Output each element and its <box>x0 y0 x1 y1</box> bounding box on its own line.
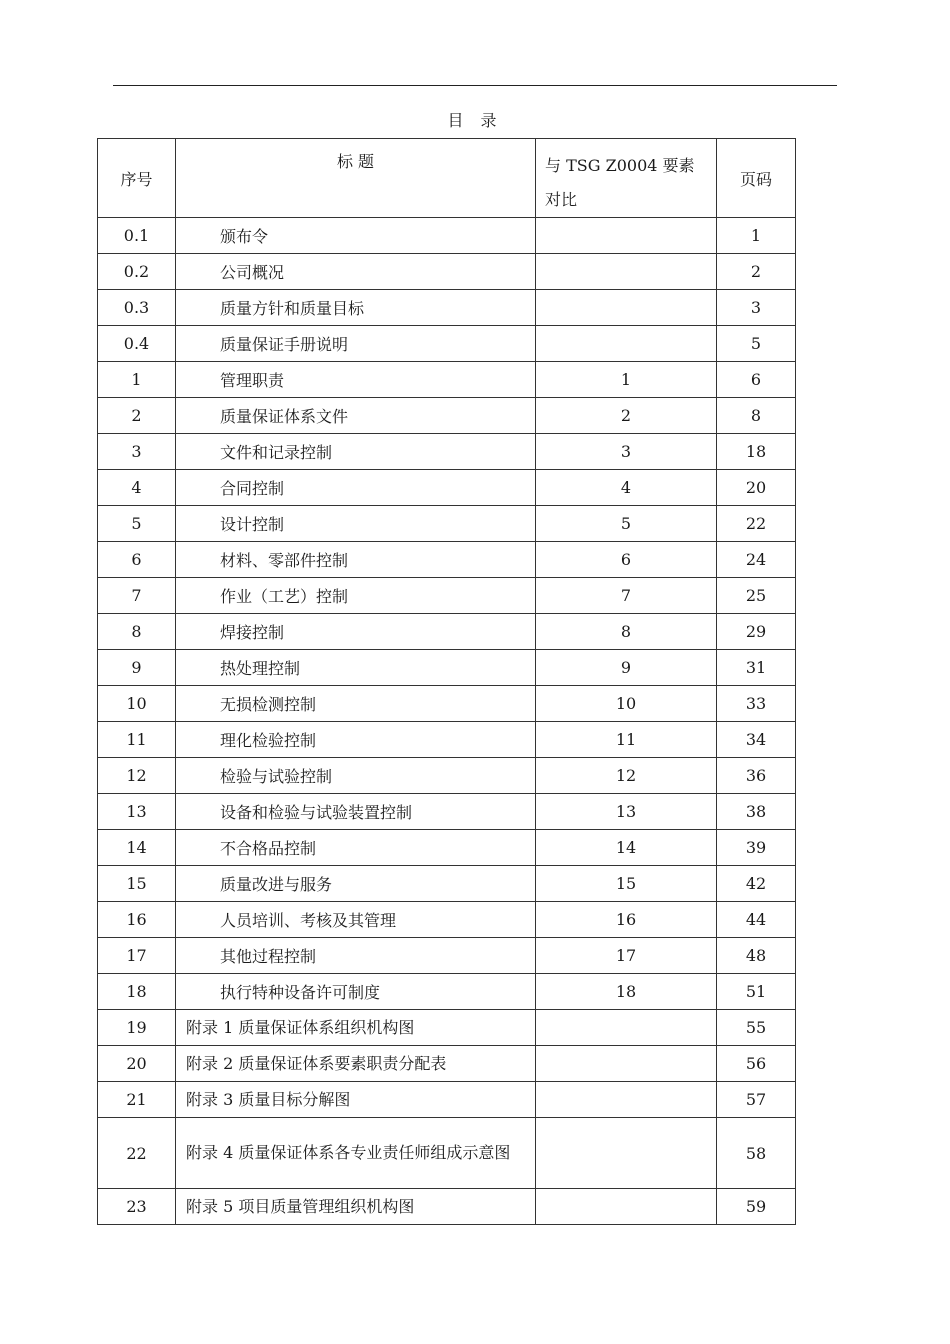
row-page: 51 <box>717 974 796 1010</box>
row-seq: 7 <box>98 578 176 614</box>
row-seq: 12 <box>98 758 176 794</box>
row-ref <box>536 1010 717 1046</box>
table-row[interactable] <box>98 290 796 326</box>
table-row[interactable] <box>98 758 796 794</box>
table-row[interactable] <box>98 938 796 974</box>
row-ref: 8 <box>536 614 717 650</box>
row-seq: 10 <box>98 686 176 722</box>
row-title: 设计控制 <box>176 506 536 542</box>
table-row[interactable] <box>98 974 796 1010</box>
row-ref: 17 <box>536 938 717 974</box>
row-seq: 0.1 <box>98 218 176 254</box>
row-ref: 2 <box>536 398 717 434</box>
row-title: 质量改进与服务 <box>176 866 536 902</box>
row-title: 管理职责 <box>176 362 536 398</box>
table-row[interactable] <box>98 470 796 506</box>
row-ref: 18 <box>536 974 717 1010</box>
row-title: 附录 4 质量保证体系各专业责任师组成示意图 <box>176 1118 536 1189</box>
row-seq: 22 <box>98 1118 176 1189</box>
table-row[interactable] <box>98 542 796 578</box>
table-row[interactable] <box>98 614 796 650</box>
row-page: 20 <box>717 470 796 506</box>
row-title: 颁布令 <box>176 218 536 254</box>
row-title: 附录 3 质量目标分解图 <box>176 1082 536 1118</box>
row-seq: 8 <box>98 614 176 650</box>
row-title: 理化检验控制 <box>176 722 536 758</box>
table-row[interactable] <box>98 254 796 290</box>
row-ref <box>536 290 717 326</box>
row-title: 材料、零部件控制 <box>176 542 536 578</box>
row-ref: 1 <box>536 362 717 398</box>
row-page: 42 <box>717 866 796 902</box>
row-title: 热处理控制 <box>176 650 536 686</box>
row-seq: 17 <box>98 938 176 974</box>
row-seq: 11 <box>98 722 176 758</box>
row-page: 1 <box>717 218 796 254</box>
row-ref <box>536 326 717 362</box>
row-seq: 23 <box>98 1189 176 1225</box>
table-row[interactable] <box>98 650 796 686</box>
row-page: 24 <box>717 542 796 578</box>
row-seq: 13 <box>98 794 176 830</box>
table-row[interactable] <box>98 1082 796 1118</box>
row-seq: 5 <box>98 506 176 542</box>
toc-header-row <box>98 139 796 218</box>
table-row[interactable] <box>98 794 796 830</box>
row-title: 文件和记录控制 <box>176 434 536 470</box>
row-ref <box>536 1082 717 1118</box>
row-title: 其他过程控制 <box>176 938 536 974</box>
row-seq: 0.4 <box>98 326 176 362</box>
row-page: 56 <box>717 1046 796 1082</box>
row-title: 不合格品控制 <box>176 830 536 866</box>
table-row[interactable] <box>98 686 796 722</box>
row-page: 59 <box>717 1189 796 1225</box>
row-page: 29 <box>717 614 796 650</box>
row-title: 无损检测控制 <box>176 686 536 722</box>
table-row[interactable] <box>98 506 796 542</box>
row-ref <box>536 218 717 254</box>
row-ref: 9 <box>536 650 717 686</box>
row-title: 质量保证体系文件 <box>176 398 536 434</box>
row-page: 57 <box>717 1082 796 1118</box>
row-seq: 21 <box>98 1082 176 1118</box>
row-ref <box>536 1046 717 1082</box>
header-title: 标 题 <box>176 139 536 218</box>
row-ref: 10 <box>536 686 717 722</box>
table-row[interactable] <box>98 434 796 470</box>
row-ref: 7 <box>536 578 717 614</box>
table-row[interactable] <box>98 1010 796 1046</box>
row-page: 8 <box>717 398 796 434</box>
row-ref: 14 <box>536 830 717 866</box>
row-title: 质量保证手册说明 <box>176 326 536 362</box>
row-seq: 0.2 <box>98 254 176 290</box>
table-row[interactable] <box>98 1118 796 1189</box>
row-ref: 13 <box>536 794 717 830</box>
row-ref: 12 <box>536 758 717 794</box>
toc-table <box>97 138 796 1225</box>
toc-body <box>98 218 796 1225</box>
table-row[interactable] <box>98 218 796 254</box>
row-seq: 14 <box>98 830 176 866</box>
row-seq: 3 <box>98 434 176 470</box>
row-title: 合同控制 <box>176 470 536 506</box>
row-title: 检验与试验控制 <box>176 758 536 794</box>
row-page: 48 <box>717 938 796 974</box>
table-row[interactable] <box>98 722 796 758</box>
row-page: 18 <box>717 434 796 470</box>
table-row[interactable] <box>98 326 796 362</box>
table-row[interactable] <box>98 866 796 902</box>
row-ref: 5 <box>536 506 717 542</box>
row-title: 附录 1 质量保证体系组织机构图 <box>176 1010 536 1046</box>
row-ref <box>536 254 717 290</box>
row-seq: 20 <box>98 1046 176 1082</box>
row-seq: 1 <box>98 362 176 398</box>
row-page: 22 <box>717 506 796 542</box>
row-title: 焊接控制 <box>176 614 536 650</box>
row-ref: 15 <box>536 866 717 902</box>
header-page: 页码 <box>717 139 796 218</box>
header-seq: 序号 <box>98 139 176 218</box>
row-seq: 4 <box>98 470 176 506</box>
table-row[interactable] <box>98 362 796 398</box>
row-seq: 19 <box>98 1010 176 1046</box>
row-title: 设备和检验与试验装置控制 <box>176 794 536 830</box>
row-page: 5 <box>717 326 796 362</box>
table-row[interactable] <box>98 1046 796 1082</box>
row-page: 34 <box>717 722 796 758</box>
table-row[interactable] <box>98 902 796 938</box>
row-seq: 2 <box>98 398 176 434</box>
header-comparison: 与 TSG Z0004 要素对比 <box>536 139 717 218</box>
row-page: 33 <box>717 686 796 722</box>
header-rule <box>113 85 837 86</box>
row-page: 58 <box>717 1118 796 1189</box>
row-seq: 9 <box>98 650 176 686</box>
row-page: 55 <box>717 1010 796 1046</box>
table-row[interactable] <box>98 398 796 434</box>
row-seq: 16 <box>98 902 176 938</box>
row-ref: 3 <box>536 434 717 470</box>
page-title: 目 录 <box>447 111 503 130</box>
row-page: 36 <box>717 758 796 794</box>
row-ref: 16 <box>536 902 717 938</box>
row-seq: 18 <box>98 974 176 1010</box>
table-row[interactable] <box>98 1189 796 1225</box>
row-ref: 6 <box>536 542 717 578</box>
row-title: 附录 5 项目质量管理组织机构图 <box>176 1189 536 1225</box>
row-ref: 11 <box>536 722 717 758</box>
row-title: 质量方针和质量目标 <box>176 290 536 326</box>
table-row[interactable] <box>98 830 796 866</box>
row-page: 3 <box>717 290 796 326</box>
row-seq: 0.3 <box>98 290 176 326</box>
row-seq: 6 <box>98 542 176 578</box>
row-page: 6 <box>717 362 796 398</box>
row-title: 公司概况 <box>176 254 536 290</box>
row-ref: 4 <box>536 470 717 506</box>
row-title: 作业（工艺）控制 <box>176 578 536 614</box>
row-page: 38 <box>717 794 796 830</box>
row-title: 人员培训、考核及其管理 <box>176 902 536 938</box>
row-title: 执行特种设备许可制度 <box>176 974 536 1010</box>
row-page: 44 <box>717 902 796 938</box>
row-title: 附录 2 质量保证体系要素职责分配表 <box>176 1046 536 1082</box>
row-ref <box>536 1118 717 1189</box>
row-page: 25 <box>717 578 796 614</box>
row-ref <box>536 1189 717 1225</box>
row-page: 2 <box>717 254 796 290</box>
row-seq: 15 <box>98 866 176 902</box>
table-row[interactable] <box>98 578 796 614</box>
row-page: 39 <box>717 830 796 866</box>
row-page: 31 <box>717 650 796 686</box>
